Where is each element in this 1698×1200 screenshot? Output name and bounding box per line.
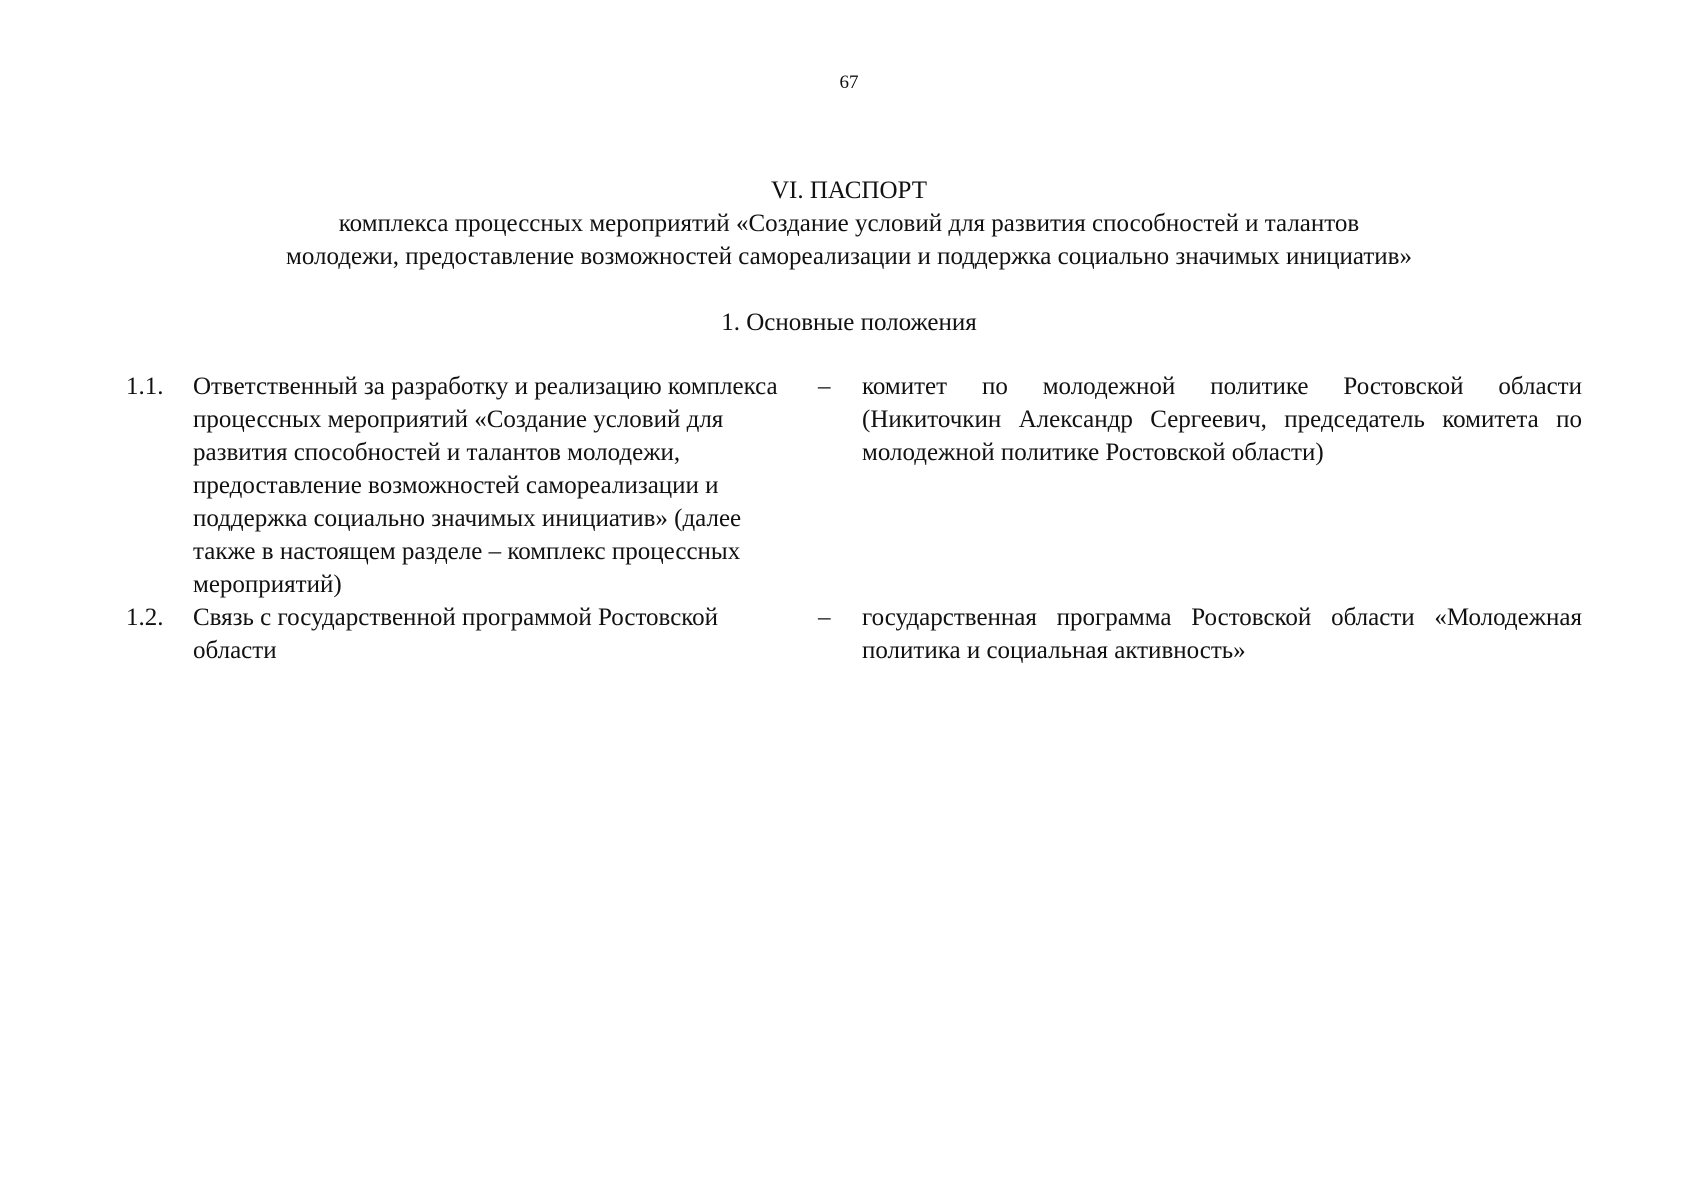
title-heading: VI. ПАСПОРТ bbox=[770, 177, 927, 204]
section-title: 1. Основные положения bbox=[721, 309, 977, 336]
row-number: 1.1. bbox=[126, 373, 164, 400]
row-label: Ответственный за разработку и реализацию комплекса процессных мероприятий «Создание условий для развития способностей и талантов молодежи, предоставление возможностей самореализации и поддержка социально значимых инициатив» (далее также в настоящем разделе – комплекс процессных мероприятий) bbox=[193, 373, 778, 598]
row-value: комитет по молодежной политике Ростовской области (Никиточкин Александр Сергеевич, председатель комитета по молодежной политике Ростовской области) bbox=[862, 373, 1582, 466]
table-row bbox=[0, 370, 1698, 601]
row-label: Связь с государственной программой Ростовской области bbox=[193, 604, 719, 664]
provisions-table bbox=[0, 370, 1698, 667]
row-number: 1.2. bbox=[126, 604, 164, 631]
row-dash: – bbox=[818, 373, 831, 400]
page-number: 67 bbox=[839, 72, 859, 93]
title-subtitle-line-2: молодежи, предоставление возможностей самореализации и поддержка социально значимых инициатив» bbox=[286, 243, 1412, 270]
row-value: государственная программа Ростовской области «Молодежная политика и социальная активность» bbox=[862, 604, 1582, 664]
title-subtitle-line-1: комплекса процессных мероприятий «Создание условий для развития способностей и талантов bbox=[338, 210, 1360, 237]
table-row bbox=[0, 601, 1698, 667]
row-dash: – bbox=[818, 604, 831, 631]
document-title bbox=[0, 174, 1698, 273]
